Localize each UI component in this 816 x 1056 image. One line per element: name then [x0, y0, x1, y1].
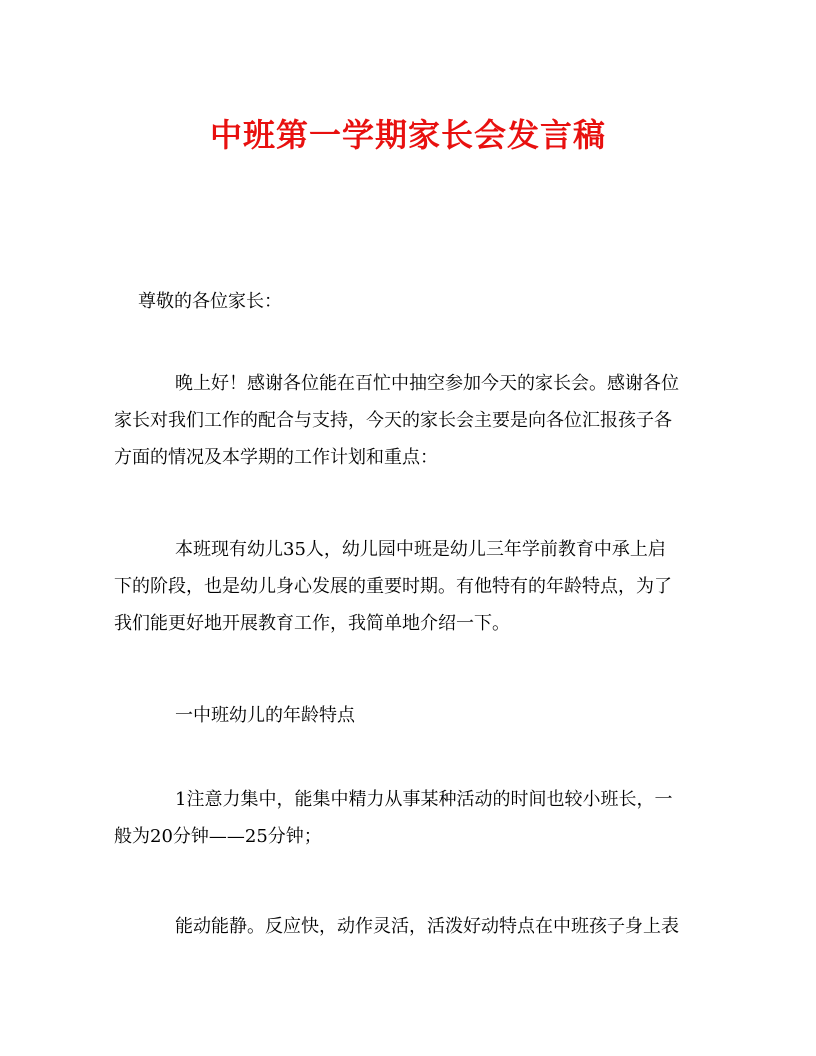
- paragraph-point-1: [114, 781, 704, 855]
- paragraph-line: 一中班幼儿的年龄特点: [175, 705, 355, 726]
- paragraph-line: 方面的情况及本学期的工作计划和重点：: [114, 447, 438, 468]
- paragraph-line: 下的阶段，也是幼儿身心发展的重要时期。有他特有的年龄特点，为了: [114, 576, 672, 597]
- paragraph-class-intro: [114, 531, 704, 642]
- paragraph-line: 晚上好！感谢各位能在百忙中抽空参加今天的家长会。感谢各位: [175, 373, 679, 394]
- section-heading: [114, 697, 704, 734]
- paragraph-greeting: [114, 365, 704, 476]
- paragraph-line: 我们能更好地开展教育工作，我简单地介绍一下。: [114, 613, 510, 634]
- paragraph-line: 本班现有幼儿35人，幼儿园中班是幼儿三年学前教育中承上启: [175, 539, 666, 560]
- paragraph-line: 般为20分钟——25分钟；: [114, 826, 322, 847]
- paragraph-point-2: [114, 908, 704, 945]
- document-title: 中班第一学期家长会发言稿: [209, 116, 606, 154]
- paragraph-line: 1注意力集中，能集中精力从事某种活动的时间也较小班长，一: [175, 789, 673, 810]
- paragraph-line: 能动能静。反应快，动作灵活，活泼好动特点在中班孩子身上表: [175, 916, 679, 937]
- paragraph-line: 家长对我们工作的配合与支持，今天的家长会主要是向各位汇报孩子各: [114, 410, 672, 431]
- salutation: 尊敬的各位家长：: [138, 291, 282, 312]
